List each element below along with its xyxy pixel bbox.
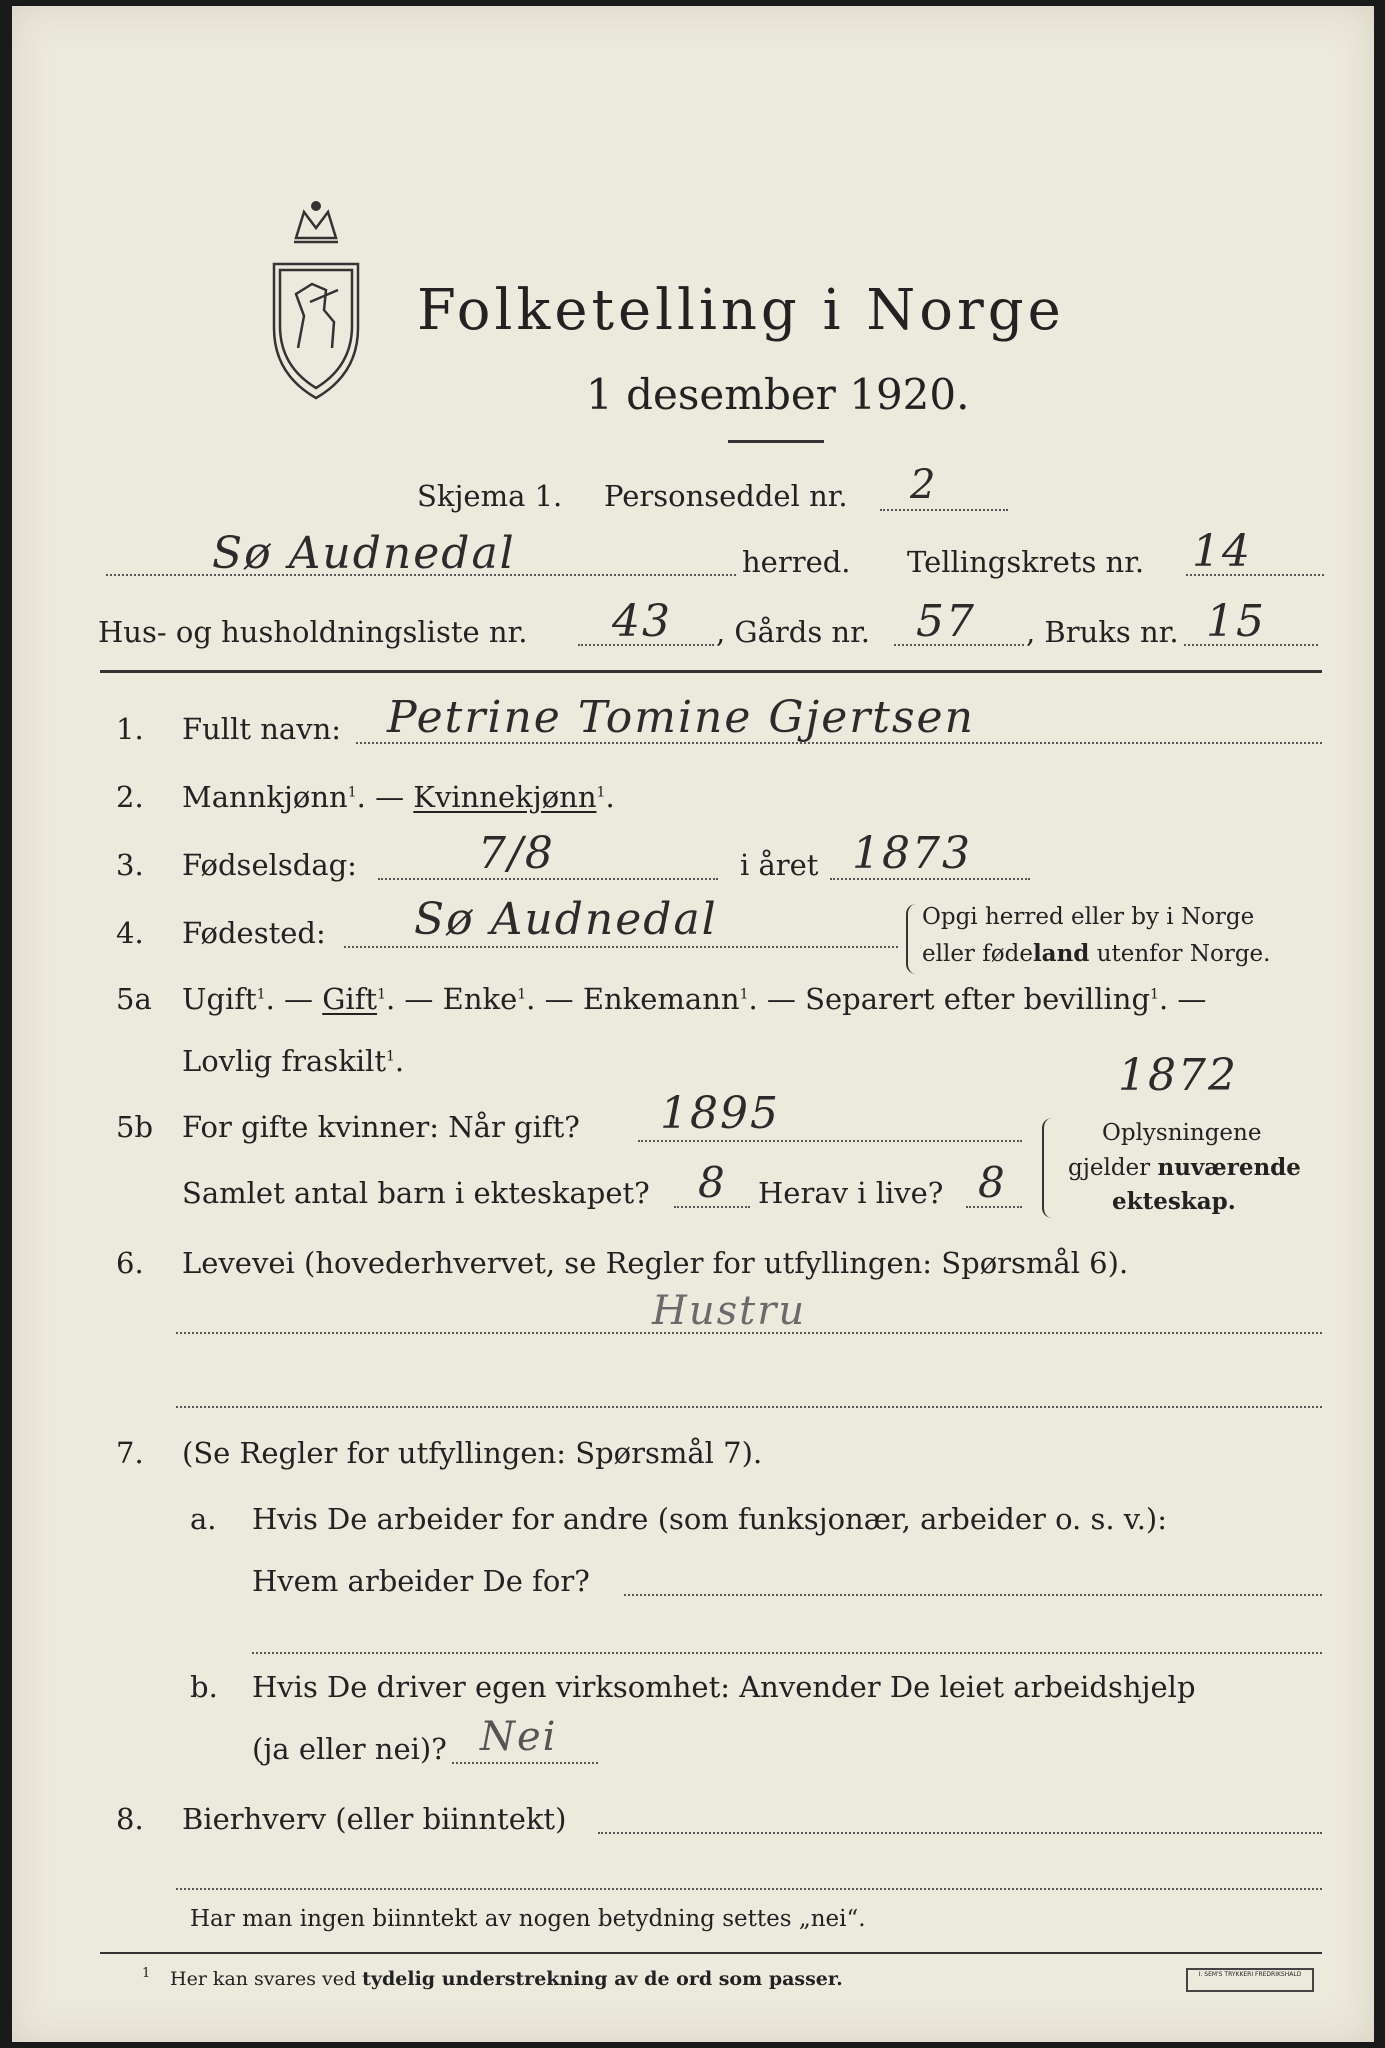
employer-label: Hvem arbeider De for? xyxy=(252,1564,590,1598)
hired-help-label: (ja eller nei)? xyxy=(252,1732,447,1766)
q4-number: 4. xyxy=(116,916,144,950)
gift-option-selected[interactable]: Gift xyxy=(322,982,378,1016)
q5b-note-line3: ekteskap. xyxy=(1112,1188,1236,1215)
q5b-note-bold: nuværende xyxy=(1157,1154,1301,1181)
herred-value[interactable]: Sø Audnedal xyxy=(212,528,516,579)
q4-note-line2 xyxy=(922,940,1270,967)
q5b-note-line1: Oplysningene xyxy=(1102,1120,1262,1146)
q3-number: 3. xyxy=(116,848,144,882)
footnote-ref: 1 xyxy=(739,986,749,1003)
birthday-value[interactable]: 7/8 xyxy=(478,828,555,879)
hus-value[interactable]: 43 xyxy=(612,596,672,647)
q6-label: Levevei (hovederhvervet, se Regler for utfyllingen: Spørsmål 6). xyxy=(182,1246,1129,1280)
footnote-ref: 1 xyxy=(1150,986,1159,1003)
married-when-label: For gifte kvinner: Når gift? xyxy=(182,1110,580,1144)
tellingskrets-label: Tellingskrets nr. xyxy=(907,545,1145,579)
separert-option[interactable]: Separert efter bevilling xyxy=(805,982,1151,1016)
q7-label: (Se Regler for utfyllingen: Spørsmål 7). xyxy=(182,1436,763,1470)
form-title: Folketelling i Norge xyxy=(417,278,1065,343)
q2-options: Mannkjønn$^1$. — Kvinnekjønn$^1$. xyxy=(182,780,615,814)
alive-value[interactable]: 8 xyxy=(978,1158,1007,1207)
side-income-line-2 xyxy=(176,1888,1322,1890)
q1-number: 1. xyxy=(116,712,144,746)
header-divider xyxy=(100,670,1322,673)
q4-brace xyxy=(906,904,922,974)
married-when-value[interactable]: 1895 xyxy=(660,1088,780,1139)
alive-label: Herav i live? xyxy=(758,1176,944,1210)
children-label: Samlet antal barn i ekteskapet? xyxy=(182,1176,650,1210)
side-income-line[interactable] xyxy=(598,1832,1322,1834)
footnote-ref: 1 xyxy=(385,1048,395,1065)
footer-divider xyxy=(100,1952,1322,1954)
q7b-letter: b. xyxy=(190,1670,218,1704)
q3-label: Fødselsdag: xyxy=(182,848,357,882)
herred-label: herred. xyxy=(742,545,851,579)
title-divider xyxy=(728,440,824,443)
bruks-value[interactable]: 15 xyxy=(1206,596,1266,647)
q1-label: Fullt navn: xyxy=(182,712,342,746)
hus-label: Hus- og husholdningsliste nr. xyxy=(98,615,528,649)
q7b-text: Hvis De driver egen virksomhet: Anvender De leiet arbeidshjelp xyxy=(252,1670,1196,1704)
q6-number: 6. xyxy=(116,1246,144,1280)
hired-help-value[interactable]: Nei xyxy=(480,1714,558,1760)
personseddel-value[interactable]: 2 xyxy=(910,462,938,508)
separator: . — xyxy=(748,982,806,1016)
employer-line[interactable] xyxy=(624,1594,1322,1596)
q5b-note-part: gjelder xyxy=(1068,1155,1158,1181)
year-label: i året xyxy=(740,848,819,882)
q7-number: 7. xyxy=(116,1436,144,1470)
lovlig-fraskilt-option[interactable]: Lovlig fraskilt xyxy=(182,1044,386,1078)
footnote-part: Her kan svares ved xyxy=(170,1968,363,1990)
norwegian-coat-of-arms-icon xyxy=(266,198,366,408)
separator: . — xyxy=(1158,982,1207,1016)
separator: . — xyxy=(386,982,443,1016)
handwritten-1872: 1872 xyxy=(1118,1050,1238,1101)
census-date: 1 desember 1920. xyxy=(586,370,970,419)
occupation-value[interactable]: Hustru xyxy=(652,1288,807,1334)
lovlig-fraskilt-row: Lovlig fraskilt$^1$. xyxy=(182,1044,405,1078)
birthplace-line xyxy=(344,946,898,948)
q5b-brace xyxy=(1042,1118,1058,1218)
q4-note-bold: land xyxy=(1032,940,1090,967)
tellingskrets-value[interactable]: 14 xyxy=(1192,526,1252,577)
footnote-ref: 1 xyxy=(256,986,266,1003)
q8-number: 8. xyxy=(116,1802,144,1836)
q5b-number: 5b xyxy=(116,1110,154,1144)
q5b-note-line2 xyxy=(1068,1154,1301,1181)
married-when-line xyxy=(638,1140,1022,1142)
q4-note-part1: eller føde xyxy=(922,941,1033,967)
side-income-note: Har man ingen biinntekt av nogen betydning settes „nei“. xyxy=(190,1906,866,1932)
footnote-ref: 1 xyxy=(517,986,527,1003)
printer-stamp: I. SEM'S TRYKKERI FREDRIKSHALD xyxy=(1186,1968,1314,1992)
q2-number: 2. xyxy=(116,780,144,814)
separator: . — xyxy=(265,982,323,1016)
q5a-number: 5a xyxy=(116,982,152,1016)
schema-label: Skjema 1. xyxy=(417,479,563,513)
personseddel-line xyxy=(880,509,1008,511)
separator: . — xyxy=(526,982,583,1016)
female-option-selected[interactable]: Kvinnekjønn xyxy=(413,780,597,814)
full-name-value[interactable]: Petrine Tomine Gjertsen xyxy=(387,692,975,743)
gards-value[interactable]: 57 xyxy=(916,596,976,647)
personseddel-label: Personseddel nr. xyxy=(604,479,848,513)
footnote-ref: 1 xyxy=(377,986,386,1003)
bruks-label: , Bruks nr. xyxy=(1026,615,1179,649)
q7a-text: Hvis De arbeider for andre (som funksjonær, arbeider o. s. v.): xyxy=(252,1502,1168,1536)
footnote-bold: tydelig understrekning av de ord som passer. xyxy=(362,1968,843,1990)
census-form-sheet xyxy=(12,6,1374,2042)
enke-option[interactable]: Enke xyxy=(442,982,518,1016)
employer-line-2 xyxy=(252,1652,1322,1654)
q4-label: Fødested: xyxy=(182,916,326,950)
q4-note-line1: Opgi herred eller by i Norge xyxy=(922,904,1255,930)
hired-help-line xyxy=(452,1762,598,1764)
enkemann-option[interactable]: Enkemann xyxy=(582,982,740,1016)
occupation-line-2 xyxy=(176,1406,1322,1408)
ugift-option[interactable]: Ugift xyxy=(182,982,257,1016)
footnote-number: 1 xyxy=(142,1966,151,1981)
footnote-text xyxy=(170,1968,843,1990)
marital-options xyxy=(182,982,1206,1016)
q2-end: . xyxy=(605,780,615,814)
birthplace-value[interactable]: Sø Audnedal xyxy=(414,894,718,945)
male-option[interactable]: Mannkjønn xyxy=(182,780,348,814)
gards-label: , Gårds nr. xyxy=(716,615,870,649)
children-value[interactable]: 8 xyxy=(698,1158,727,1207)
birth-year-value[interactable]: 1873 xyxy=(852,828,972,879)
q7a-letter: a. xyxy=(190,1502,217,1536)
q4-note-part2: utenfor Norge. xyxy=(1089,941,1271,967)
q8-label: Bierhverv (eller biinntekt) xyxy=(182,1802,567,1836)
q2-separator: . — xyxy=(356,780,414,814)
